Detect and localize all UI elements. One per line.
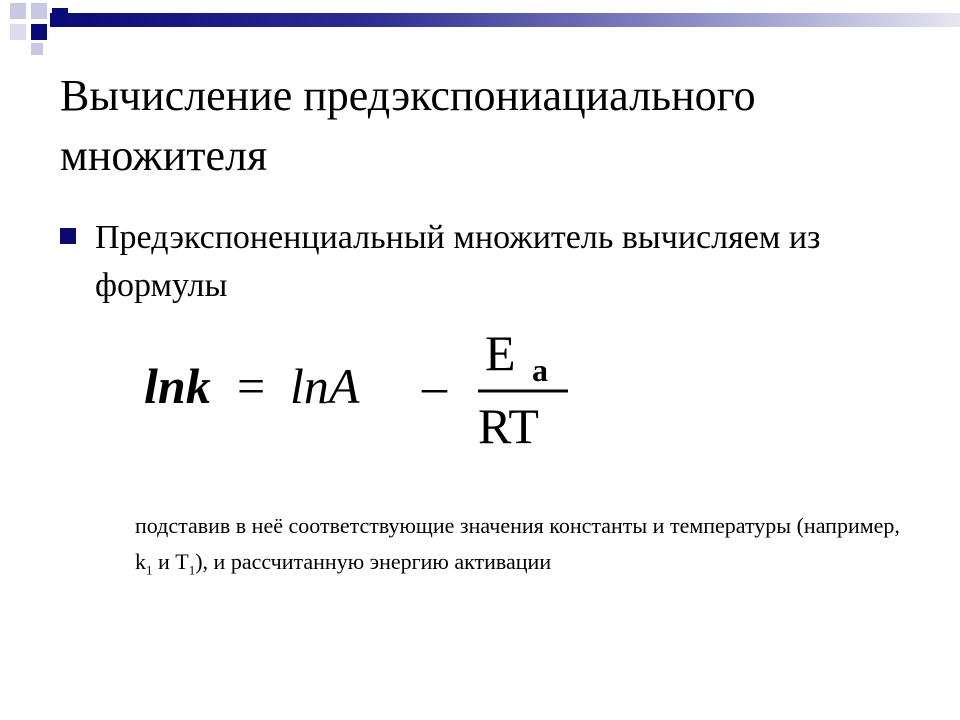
explanation-part1: подставив в неё соответствующие значения константы и температуры (например, k <box>135 513 900 574</box>
formula-ln-a: lnA <box>290 358 360 414</box>
explanation-sub2: 1 <box>188 562 196 578</box>
formula-equals: = <box>237 358 266 414</box>
bullet-text: Предэкспоненциальный множитель вычисляем из формулы <box>95 219 821 304</box>
slide-title: Вычисление предэкспониациального множителя <box>60 71 756 180</box>
formula-minus: – <box>422 358 447 414</box>
explanation-paragraph <box>135 508 915 588</box>
formula-numerator-subscript: a <box>532 352 548 388</box>
title-gradient-bar <box>50 13 960 27</box>
bullet-square-icon <box>60 228 76 244</box>
decorative-squares <box>0 0 80 60</box>
top-decoration-bar <box>0 0 960 60</box>
explanation-part2: и T <box>152 549 189 574</box>
formula-numerator: E <box>485 325 516 381</box>
arrhenius-formula <box>140 325 600 465</box>
explanation-part3: ), и рассчитанную энергию активации <box>195 549 552 574</box>
explanation-sub1: 1 <box>146 562 153 578</box>
formula-lhs: lnk <box>144 358 211 414</box>
formula-denominator: RT <box>478 398 539 454</box>
